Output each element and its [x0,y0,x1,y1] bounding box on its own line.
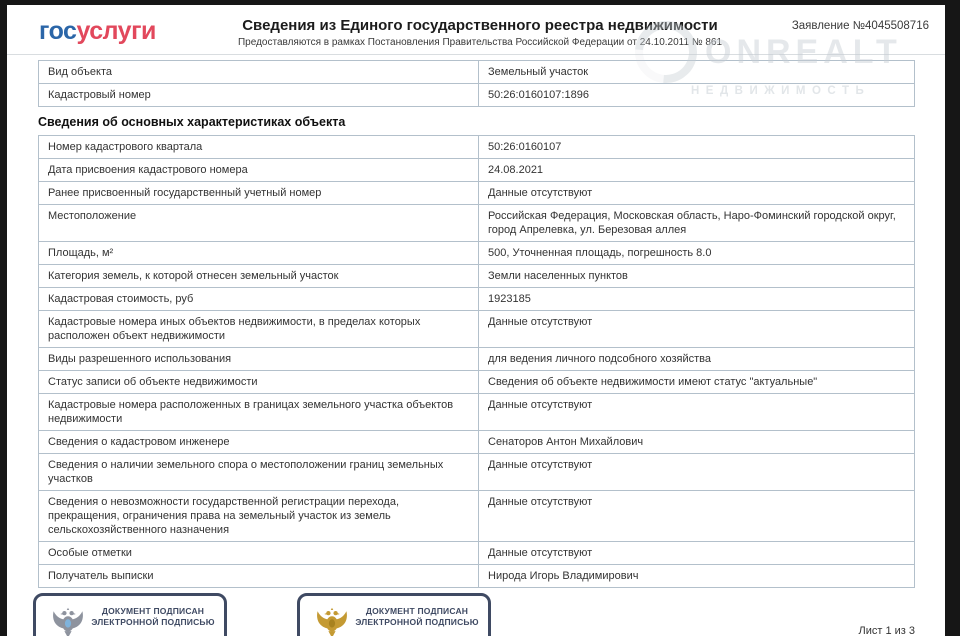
table-row [39,394,914,431]
row-label: Кадастровая стоимость, руб [39,288,479,310]
stamp-text: ДОКУМЕНТ ПОДПИСАН ЭЛЕКТРОННОЙ ПОДПИСЬЮ [91,606,215,627]
row-value: 50:26:0160107 [488,141,562,153]
table-row [39,348,914,371]
table-row [39,565,914,588]
row-label: Сведения о наличии земельного спора о местоположении границ земельных участков [39,454,479,490]
row-label: Площадь, м² [39,242,479,264]
row-label: Категория земель, к которой отнесен земельный участок [39,265,479,287]
row-value: Данные отсутствуют [488,316,593,328]
row-label: Кадастровый номер [39,84,479,106]
watermark-caption-text: НЕДВИЖИМОСТЬ [691,85,871,97]
row-label: Виды разрешенного использования [39,348,479,370]
signature-stamps [33,593,491,636]
gosuslugi-logo-blue-part: гос [39,17,77,45]
row-label: Сведения о невозможности государственной регистрации перехода, прекращения, ограничения права на земельный участок из земель сельскохозяйственного назначения [39,491,479,541]
document-page [7,5,945,636]
row-value: Данные отсутствуют [488,187,593,199]
row-label: Кадастровые номера иных объектов недвижимости, в пределах которых расположен объект недвижимости [39,311,479,347]
document-subtitle: Предоставляются в рамках Постановления Правительства Российской Федерации от 24.10.2011 № 861 [237,37,723,48]
table-row [39,136,914,159]
row-value: Данные отсутствуют [488,399,593,411]
table-row [39,311,914,348]
gosuslugi-logo [39,17,191,46]
table-row [39,491,914,542]
table-row [39,371,914,394]
table-row [39,205,914,242]
table-row [39,61,914,84]
table-row [39,182,914,205]
table-row [39,84,914,107]
row-label: Номер кадастрового квартала [39,136,479,158]
table-row [39,454,914,491]
application-number: Заявление №4045508716 [791,20,929,32]
rosreestr-double-eagle-icon [50,605,86,636]
row-value: Российская Федерация, Московская область, Наро-Фоминский городской округ, город Апрелевка, ул. Березовая аллея [488,210,896,236]
row-label: Дата присвоения кадастрового номера [39,159,479,181]
table-row [39,242,914,265]
row-value: Земельный участок [488,66,589,78]
table-row [39,159,914,182]
row-value: Сведения об объекте недвижимости имеют статус "актуальные" [488,376,818,388]
watermark-brand-text: ONREALT [705,32,902,71]
table-row [39,265,914,288]
electronic-signature-stamp-coat-of-arms [297,593,491,636]
table-row [39,288,914,311]
table-row [39,542,914,565]
row-value: Земли населенных пунктов [488,270,628,282]
row-label: Местоположение [39,205,479,241]
row-value: 24.08.2021 [488,164,544,176]
row-label: Сведения о кадастровом инженере [39,431,479,453]
row-value: Нирода Игорь Владимирович [488,570,639,582]
row-value: для ведения личного подсобного хозяйства [488,353,711,365]
electronic-signature-stamp-rosreestr [33,593,227,636]
row-value: 500, Уточненная площадь, погрешность 8.0 [488,247,712,259]
document-title: Сведения из Единого государственного реестра недвижимости [242,17,718,34]
table-row [39,431,914,454]
row-value: Данные отсутствуют [488,496,593,508]
gosuslugi-logo-red-part: услуги [76,17,156,45]
row-value: Данные отсутствуют [488,459,593,471]
row-value: Сенаторов Антон Михайлович [488,436,644,448]
row-value: Данные отсутствуют [488,547,593,559]
row-value: 50:26:0160107:1896 [488,89,589,101]
row-label: Статус записи об объекте недвижимости [39,371,479,393]
document-header [7,5,945,55]
section-heading: Сведения об основных характеристиках объекта [38,115,346,129]
object-summary-table [38,60,915,107]
header-title-block [191,16,769,48]
page-indicator: Лист 1 из 3 [858,625,915,636]
characteristics-table [38,135,915,588]
row-value: 1923185 [488,293,531,305]
row-label: Вид объекта [39,61,479,83]
row-label: Кадастровые номера расположенных в границах земельного участка объектов недвижимости [39,394,479,430]
row-label: Ранее присвоенный государственный учетный номер [39,182,479,204]
russia-coat-of-arms-icon [314,605,350,636]
stamp-text: ДОКУМЕНТ ПОДПИСАН ЭЛЕКТРОННОЙ ПОДПИСЬЮ [355,606,479,627]
row-label: Особые отметки [39,542,479,564]
row-label: Получатель выписки [39,565,479,587]
